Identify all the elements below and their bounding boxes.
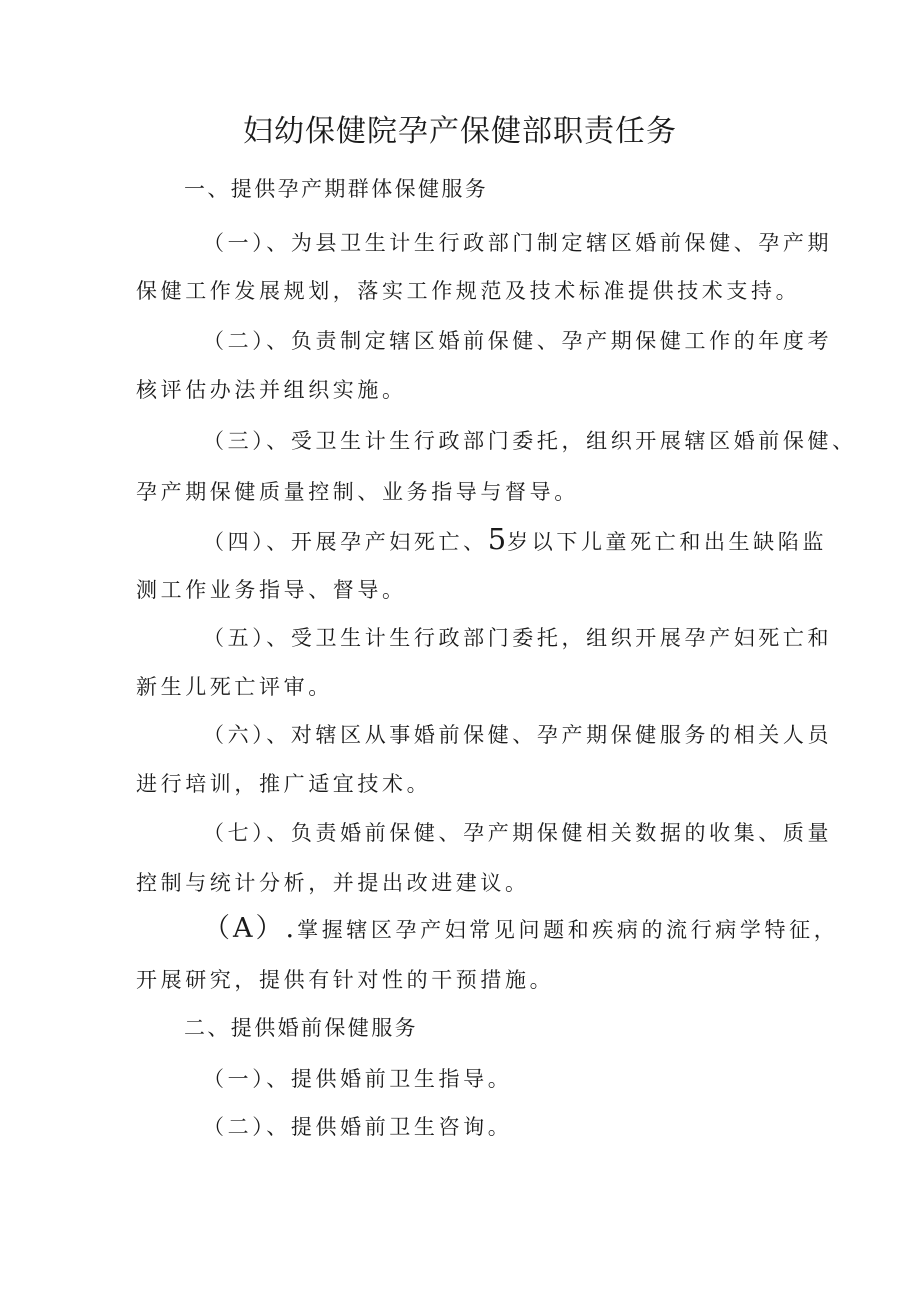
section-heading-1: 一、提供孕产期群体保健服务 bbox=[184, 177, 489, 201]
paragraph-7-line-2: 控制与统计分析，并提出改进建议。 bbox=[136, 871, 530, 895]
paragraph-6-line-2: 进行培训，推广适宜技术。 bbox=[136, 772, 432, 796]
paragraph-8-line-2: 开展研究，提供有针对性的干预措施。 bbox=[136, 968, 555, 992]
paragraph-2-line-1: （二）、负责制定辖区婚前保健、孕产期保健工作的年度考 bbox=[203, 329, 833, 353]
paragraph-5-line-1: （五）、受卫生计生行政部门委托，组织开展孕产妇死亡和 bbox=[203, 626, 833, 650]
paragraph-4-number: 5 bbox=[487, 522, 508, 556]
paragraph-4-text-b: 岁以下儿童死亡和出生缺陷监 bbox=[507, 530, 827, 554]
paragraph-4-text-a: （四）、开展孕产妇死亡、 bbox=[203, 530, 488, 554]
paragraph-1-line-1: （一）、为县卫生计生行政部门制定辖区婚前保健、孕产期 bbox=[203, 231, 833, 255]
paragraph-1-line-2: 保健工作发展规划，落实工作规范及技术标准提供技术支持。 bbox=[136, 279, 801, 303]
paragraph-3-line-2: 孕产期保健质量控制、业务指导与督导。 bbox=[136, 480, 579, 504]
paragraph-9-line-1: （一）、提供婚前卫生指导。 bbox=[203, 1067, 513, 1091]
paragraph-7-line-1: （七）、负责婚前保健、孕产期保健相关数据的收集、质量 bbox=[203, 821, 833, 845]
document-title: 妇幼保健院孕产保健部职责任务 bbox=[243, 114, 677, 149]
paragraph-10-line-1: （二）、提供婚前卫生咨询。 bbox=[203, 1115, 513, 1139]
paragraph-8-text: 掌握辖区孕产妇常见问题和疾病的流行病学特征， bbox=[297, 918, 839, 942]
paragraph-4-line-2: 测工作业务指导、督导。 bbox=[136, 578, 407, 602]
paragraph-4-line-1 bbox=[203, 524, 827, 557]
paragraph-8-line-1 bbox=[203, 914, 838, 945]
paragraph-2-line-2: 核评估办法并组织实施。 bbox=[136, 378, 407, 402]
paragraph-6-line-1: （六）、对辖区从事婚前保健、孕产期保健服务的相关人员 bbox=[203, 723, 833, 747]
paragraph-3-line-1: （三）、受卫生计生行政部门委托，组织开展辖区婚前保健、 bbox=[203, 429, 857, 453]
paragraph-8-label: （A）. bbox=[203, 913, 298, 944]
section-heading-2: 二、提供婚前保健服务 bbox=[184, 1016, 418, 1040]
paragraph-5-line-2: 新生儿死亡评审。 bbox=[136, 675, 333, 699]
